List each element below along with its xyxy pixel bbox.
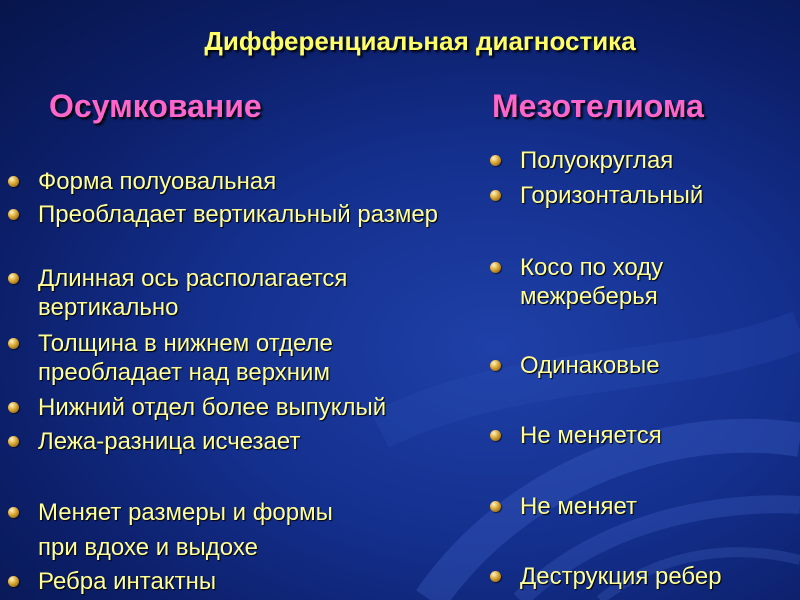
bullet-icon <box>490 571 501 582</box>
bullet-icon <box>8 273 19 284</box>
list-item <box>520 421 662 450</box>
list-item-text: Меняет размеры и формы <box>38 499 333 526</box>
bullet-icon <box>490 501 501 512</box>
list-item-text: Нижний отдел более выпуклый <box>38 394 387 421</box>
list-item <box>38 167 276 196</box>
list-item <box>38 200 438 229</box>
list-item <box>520 181 703 210</box>
list-item-text: Толщина в нижнем отделе преобладает над верхним <box>38 330 333 386</box>
list-item <box>520 351 660 380</box>
list-item <box>520 253 790 311</box>
list-item-continuation <box>38 533 258 562</box>
bullet-icon <box>8 576 19 587</box>
list-item <box>520 146 673 175</box>
list-item <box>520 492 637 521</box>
bullet-icon <box>490 430 501 441</box>
list-item-text: Горизонтальный <box>520 182 704 209</box>
list-item-text: Преобладает вертикальный размер <box>38 201 439 228</box>
list-item-text: Полуокруглая <box>520 147 674 174</box>
bullet-icon <box>8 436 19 447</box>
bullet-icon <box>490 262 501 273</box>
bullet-icon <box>8 209 19 220</box>
list-item-text: Лежа-разница исчезает <box>38 428 301 455</box>
list-item-text: Одинаковые <box>520 352 660 379</box>
slide-title: Дифференциальная диагностика <box>204 26 636 56</box>
left-column-heading: Осумкование <box>49 88 262 124</box>
bullet-icon <box>490 360 501 371</box>
list-item <box>520 562 722 591</box>
list-item-text: Косо по ходу межреберья <box>520 254 664 310</box>
right-column-heading: Мезотелиома <box>492 88 704 124</box>
bullet-icon <box>8 176 19 187</box>
list-item-text: Длинная ось располагается вертикально <box>38 265 348 321</box>
bullet-icon <box>490 155 501 166</box>
list-item <box>38 393 386 422</box>
list-item <box>38 264 448 322</box>
bullet-icon <box>8 338 19 349</box>
list-item-text: Ребра интактны <box>38 568 217 595</box>
list-item <box>38 329 448 387</box>
bullet-icon <box>8 402 19 413</box>
list-item <box>38 427 300 456</box>
list-item-text: Форма полуовальная <box>38 168 277 195</box>
bullet-icon <box>8 507 19 518</box>
list-item-text: Не меняет <box>520 493 637 520</box>
list-item <box>38 498 333 527</box>
bullet-icon <box>490 190 501 201</box>
list-item-text: при вдохе и выдохе <box>38 534 258 561</box>
list-item <box>38 567 216 596</box>
list-item-text: Не меняется <box>520 422 662 449</box>
list-item-text: Деструкция ребер <box>520 563 722 590</box>
